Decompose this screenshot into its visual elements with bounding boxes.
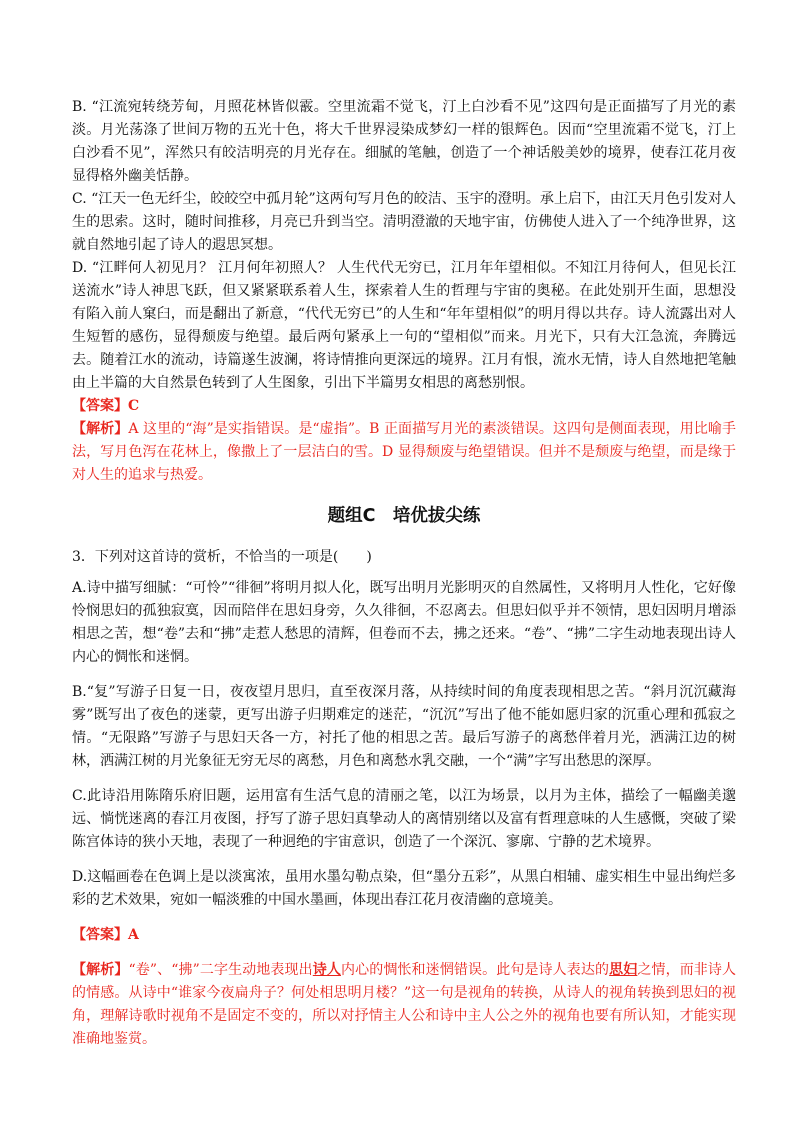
q3-analysis-part2: 内心的惆怅和迷惘错误。此句是诗人表达的	[341, 962, 610, 978]
answer-value: C	[128, 398, 140, 414]
analysis-text: A 这里的“海”是实指错误。是“虚指”。B 正面描写月光的素淡错误。这四句是侧面表现，用比喻手法，写月色泻在花林上，像撒上了一层洁白的雪。D 显得颓废与绝望错误。但并不是颓废与绝望，而是缘于对人生的追求与热爱。	[72, 421, 736, 483]
q3-analysis-part3: 之情，而非诗人的情感。从诗中“谁家今夜扁舟子？何处相思明月楼？”这一句是视角的转换，从诗人的视角转换到思妇的视角，理解诗歌时视角不是固定不变的，所以对抒情主人公和诗中主人公之外的视角也要有所认知，才能实现准确地鉴赏。	[72, 962, 737, 1047]
q3-answer-line	[72, 924, 736, 947]
analysis-paragraph	[72, 418, 736, 487]
q3-analysis-part1: “卷”、“拂”二字生动地表现出	[128, 962, 313, 978]
q3-option-b: B.“复”写游子日复一日，夜夜望月思归，直至夜深月落，从持续时间的角度表现相思之苦。“斜月沉沉藏海雾”既写出了夜色的迷蒙，更写出游子归期难定的迷茫，“沉沉”写出了他不能如愿归家的沉重心理和孤寂之情。“无限路”写游子与思妇天各一方，衬托了他的相思之苦。最后写游子的离愁伴着月光，洒满江边的树林，洒满江树的月光象征无穷无尽的离愁，月色和离愁水乳交融，一个“满”字写出愁思的深厚。	[72, 684, 736, 769]
option-c-paragraph: C. “江天一色无纤尘，皎皎空中孤月轮”这两句写月色的皎洁、玉宇的澄明。承上启下，由江天月色引发对人生的思索。这时，随时间推移，月亮已升到当空。清明澄澈的天地宇宙，仿佛使人进入了一个纯净世界，这就自然地引起了诗人的遐思冥想。	[72, 191, 736, 253]
q3-answer-value: A	[128, 927, 139, 943]
q3-analysis-underline-2: 思妇	[609, 962, 638, 978]
q3-option-a: A.诗中描写细腻：“可怜”“徘徊”将明月拟人化，既写出明月光影明灭的自然属性，又将明月人性化，它好像怜悯思妇的孤独寂寞，因而陪伴在思妇身旁，久久徘徊，不忍离去。但思妇似乎并不领情，思妇因明月增添相思之苦，想“卷”去和“拂”走惹人愁思的清辉，但卷而不去，拂之还来。“卷”、“拂”二字生动地表现出诗人内心的惆怅和迷惘。	[72, 580, 736, 665]
analysis-label: 【解析】	[72, 421, 129, 437]
option-d-paragraph: D. “江畔何人初见月？ 江月何年初照人？ 人生代代无穷已，江月年年望相似。不知江月待何人，但见长江送流水”诗人神思飞跃，但又紧紧联系着人生，探索着人生的哲理与宇宙的奥秘。在此处别开生面，思想没有陷入前人窠臼，而是翻出了新意，“代代无穷已”的人生和“年年望相似”的明月得以共存。诗人流露出对人生短暂的感伤，显得颓废与绝望。最后两句紧承上一句的“望相似”而来。月光下，只有大江急流，奔腾远去。随着江水的流动，诗篇遂生波澜，将诗情推向更深远的境界。江月有恨，流水无情，诗人自然地把笔触由上半篇的大自然景色转到了人生图象，引出下半篇男女相思的离愁别恨。	[72, 260, 736, 391]
q3-analysis-label: 【解析】	[72, 962, 129, 978]
section-heading: 题组C 培优拔尖练	[327, 506, 481, 526]
q3-analysis-underline-1: 诗人	[312, 962, 341, 978]
answer-line	[72, 395, 736, 418]
q3-option-d: D.这幅画卷在色调上是以淡寓浓，虽用水墨勾勒点染，但“墨分五彩”，从黑白相辅、虚实相生中显出绚烂多彩的艺术效果，宛如一幅淡雅的中国水墨画，体现出春江花月夜清幽的意境美。	[72, 869, 736, 908]
q3-answer-label: 【答案】	[72, 927, 128, 943]
option-b-paragraph: B. “江流宛转绕芳甸，月照花林皆似霰。空里流霜不觉飞，汀上白沙看不见”这四句是正面描写了月光的素淡。月光荡涤了世间万物的五光十色，将大千世界浸染成梦幻一样的银辉色。因而“空里流霜不觉飞，汀上白沙看不见”，浑然只有皎洁明亮的月光存在。细腻的笔触，创造了一个神话般美妙的境界，使春江花月夜显得格外幽美恬静。	[72, 99, 736, 184]
q3-option-c: C.此诗沿用陈隋乐府旧题，运用富有生活气息的清丽之笔，以江为场景，以月为主体，描绘了一幅幽美邈远、惝恍迷离的春江月夜图，抒写了游子思妇真挚动人的离情别绪以及富有哲理意味的人生感慨，突破了梁陈宫体诗的狭小天地，表现了一种迥绝的宇宙意识，创造了一个深沉、寥廓、宁静的艺术境界。	[72, 788, 736, 850]
answer-label: 【答案】	[72, 398, 128, 414]
q3-analysis-paragraph	[72, 959, 736, 1051]
document-page	[72, 96, 736, 1051]
question-stem: 3．下列对这首诗的赏析，不恰当的一项是( )	[72, 549, 372, 565]
